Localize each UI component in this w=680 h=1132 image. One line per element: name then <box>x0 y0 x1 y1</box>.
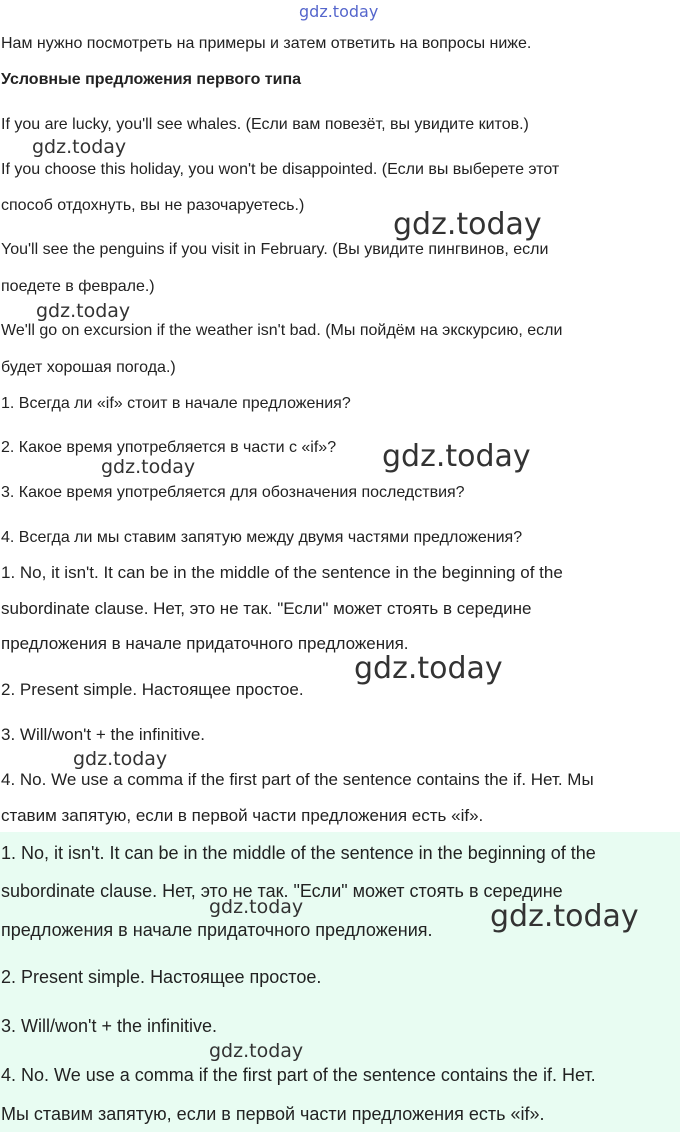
question-line: 2. Какое время употребляется в части с «if»? <box>1 439 337 456</box>
watermark: gdz.today <box>73 748 168 770</box>
example-line: If you choose this holiday, you won't be disappointed. (Если вы выберете этот <box>1 161 560 178</box>
watermark: gdz.today <box>101 456 196 478</box>
highlighted-answer-line: 1. No, it isn't. It can be in the middle of the sentence in the beginning of the <box>1 843 596 863</box>
intro-text: Нам нужно посмотреть на примеры и затем ответить на вопросы ниже. <box>1 35 532 52</box>
example-line: поедете в феврале.) <box>1 278 155 295</box>
question-line: 1. Всегда ли «if» стоит в начале предложения? <box>1 395 351 412</box>
watermark: gdz.today <box>393 207 542 242</box>
header-watermark: gdz.today <box>299 2 379 21</box>
answer-line: 3. Will/won't + the infinitive. <box>1 725 206 744</box>
answer-line: ставим запятую, если в первой части предложения есть «if». <box>1 806 484 825</box>
watermark: gdz.today <box>209 896 304 918</box>
question-line: 4. Всегда ли мы ставим запятую между двумя частями предложения? <box>1 529 523 546</box>
example-line: We'll go on excursion if the weather isn't bad. (Мы пойдём на экскурсию, если <box>1 322 563 339</box>
section-title: Условные предложения первого типа <box>1 71 302 88</box>
answer-line: 2. Present simple. Настоящее простое. <box>1 680 304 699</box>
watermark: gdz.today <box>382 439 531 474</box>
highlighted-answer-line: 3. Will/won't + the infinitive. <box>1 1016 218 1036</box>
highlighted-answer-line: 4. No. We use a comma if the first part of the sentence contains the if. Нет. <box>1 1065 596 1085</box>
example-line: способ отдохнуть, вы не разочаруетесь.) <box>1 197 305 214</box>
highlighted-answer-line: предложения в начале придаточного предложения. <box>1 920 433 940</box>
watermark: gdz.today <box>36 300 131 322</box>
highlighted-answer-line: Мы ставим запятую, если в первой части предложения есть «if». <box>1 1104 545 1124</box>
example-line: будет хорошая погода.) <box>1 359 176 376</box>
answer-line: 4. No. We use a comma if the first part of the sentence contains the if. Нет. Мы <box>1 770 594 789</box>
example-line: You'll see the penguins if you visit in February. (Вы увидите пингвинов, если <box>1 241 549 258</box>
highlighted-answer-line: 2. Present simple. Настоящее простое. <box>1 967 322 987</box>
watermark: gdz.today <box>354 651 503 686</box>
answer-line: предложения в начале придаточного предложения. <box>1 634 409 653</box>
answer-line: 1. No, it isn't. It can be in the middle of the sentence in the beginning of the <box>1 563 563 582</box>
watermark: gdz.today <box>209 1040 304 1062</box>
answer-line: subordinate clause. Нет, это не так. "Если" может стоять в середине <box>1 599 532 618</box>
question-line: 3. Какое время употребляется для обозначения последствия? <box>1 484 465 501</box>
watermark: gdz.today <box>490 899 639 934</box>
example-line: If you are lucky, you'll see whales. (Если вам повезёт, вы увидите китов.) <box>1 116 529 133</box>
highlighted-answer-line: subordinate clause. Нет, это не так. "Если" может стоять в середине <box>1 881 563 901</box>
watermark: gdz.today <box>32 136 127 158</box>
